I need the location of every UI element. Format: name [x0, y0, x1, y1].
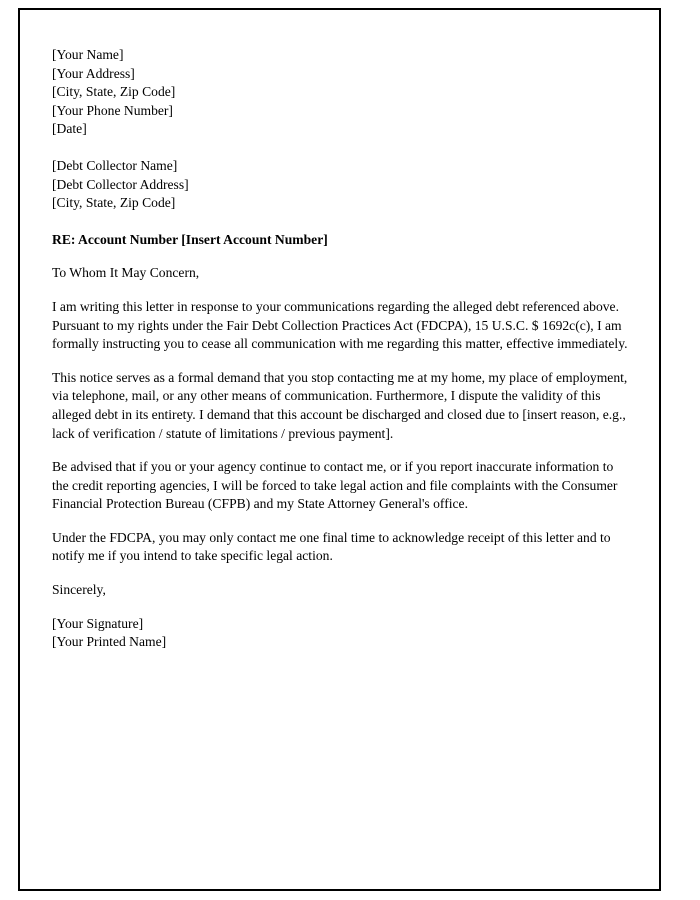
closing: Sincerely,	[52, 582, 106, 598]
signature-block	[52, 615, 629, 652]
paragraph-formal-demand: This notice serves as a formal demand that you stop contacting me at my home, my place of employment, via telephone, mail, or any other means of communication. Furthermore, I dispute the validity of this alleged debt in its entirety. I demand that this account be discharged and closed due to [insert reason, e.g., lack of verification / statute of limitations / previous payment].	[52, 369, 628, 441]
paragraph-cease-communication: I am writing this letter in response to your communications regarding the alleged debt referenced above. Pursuant to my rights under the Fair Debt Collection Practices Act (FDCPA), 15 U.S.C. $ 1692c(c), I am formally instructing you to cease all communication with me regarding this matter, effective immediately.	[52, 298, 628, 352]
printed-name-placeholder: [Your Printed Name]	[52, 634, 167, 650]
recipient-city-state-zip: [City, State, Zip Code]	[52, 195, 176, 211]
recipient-address-block	[52, 157, 629, 213]
letter-body	[20, 10, 659, 700]
recipient-address: [Debt Collector Address]	[52, 176, 189, 192]
letter-date: [Date]	[52, 121, 87, 137]
sender-city-state-zip: [City, State, Zip Code]	[52, 84, 176, 100]
letter-page	[18, 8, 661, 891]
signature-placeholder: [Your Signature]	[52, 615, 144, 631]
paragraph-final-contact: Under the FDCPA, you may only contact me one final time to acknowledge receipt of this letter and to notify me if you intend to take specific legal action.	[52, 529, 611, 564]
sender-address-block	[52, 46, 629, 139]
salutation: To Whom It May Concern,	[52, 265, 200, 281]
sender-address: [Your Address]	[52, 65, 135, 81]
recipient-name: [Debt Collector Name]	[52, 157, 178, 173]
paragraph-legal-warning: Be advised that if you or your agency continue to contact me, or if you report inaccurate information to the credit reporting agencies, I will be forced to take legal action and file complaints with the Consumer Financial Protection Bureau (CFPB) and my State Attorney General's office.	[52, 459, 618, 512]
sender-phone: [Your Phone Number]	[52, 102, 173, 118]
subject-line: RE: Account Number [Insert Account Number]	[52, 231, 328, 247]
sender-name: [Your Name]	[52, 47, 124, 62]
